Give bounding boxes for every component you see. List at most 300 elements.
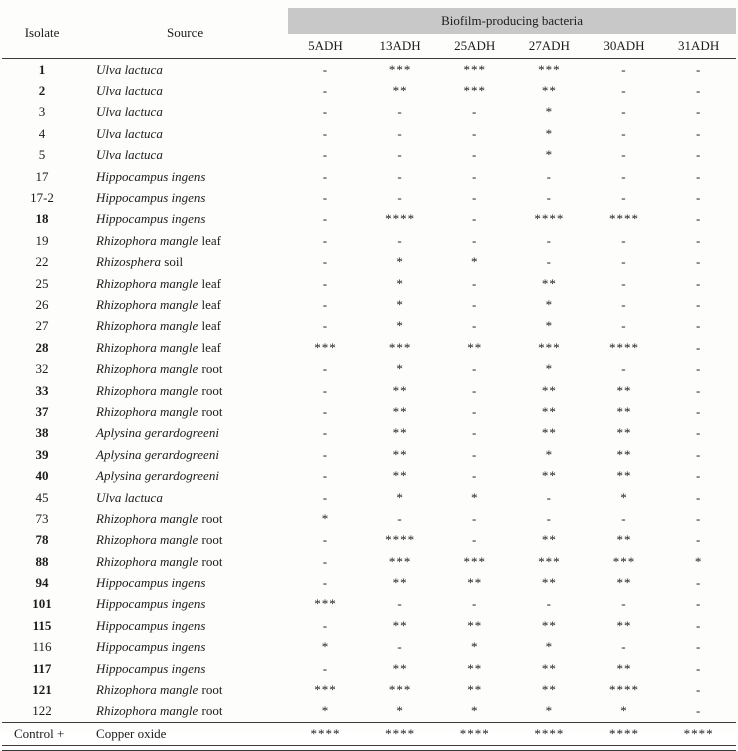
activity-cell: - bbox=[397, 596, 403, 612]
activity-cell: **** bbox=[608, 339, 639, 355]
activity-cell: - bbox=[621, 83, 627, 99]
activity-cell: - bbox=[322, 254, 329, 270]
activity-cell: - bbox=[472, 104, 478, 120]
activity-cell: - bbox=[695, 254, 702, 270]
source-species-name: Rhizophora mangle bbox=[96, 553, 199, 569]
activity-cell: **** bbox=[385, 532, 416, 548]
activity-cell: ** bbox=[467, 682, 483, 698]
activity-cell: - bbox=[695, 61, 702, 77]
activity-cell: - bbox=[695, 617, 702, 633]
source-species-name: Rhizophora mangle bbox=[96, 339, 199, 355]
activity-cell: ** bbox=[541, 425, 557, 441]
activity-cell: *** bbox=[314, 682, 337, 698]
activity-cell: - bbox=[322, 617, 329, 633]
activity-cell: - bbox=[621, 639, 627, 655]
activity-cell: - bbox=[695, 639, 702, 655]
activity-cell: **** bbox=[288, 723, 363, 746]
table-body bbox=[2, 59, 736, 746]
source-species-name: Rhizophora mangle bbox=[96, 275, 199, 291]
activity-cell: - bbox=[472, 532, 478, 548]
source-species-name: Rhizophora mangle bbox=[96, 403, 199, 419]
activity-cell: ** bbox=[392, 660, 408, 676]
table-row bbox=[2, 423, 736, 444]
source-cell bbox=[82, 679, 288, 700]
source-species-name: Ulva lactuca bbox=[96, 489, 163, 505]
source-plain-text: root bbox=[198, 361, 223, 377]
activity-cell: * bbox=[694, 553, 703, 569]
activity-cell: - bbox=[397, 510, 403, 526]
source-plain-text: root bbox=[198, 703, 223, 719]
activity-cell: * bbox=[396, 703, 404, 719]
source-species-name: Hippocampus ingens bbox=[96, 639, 206, 655]
activity-cell: * bbox=[545, 318, 554, 334]
isolate-cell: 17 bbox=[35, 168, 49, 184]
table-row bbox=[2, 294, 736, 315]
activity-cell: * bbox=[396, 275, 404, 291]
activity-cell: - bbox=[695, 318, 702, 334]
activity-cell: * bbox=[396, 296, 404, 312]
activity-cell: - bbox=[695, 339, 702, 355]
source-species-name: Ulva lactuca bbox=[96, 104, 163, 120]
activity-cell: - bbox=[322, 532, 329, 548]
activity-cell: - bbox=[621, 318, 627, 334]
source-cell bbox=[82, 723, 288, 746]
source-cell bbox=[82, 658, 288, 679]
activity-cell: - bbox=[472, 211, 478, 227]
activity-cell: **** bbox=[363, 723, 438, 746]
isolate-cell: 38 bbox=[35, 425, 49, 441]
header-band-row bbox=[2, 8, 736, 34]
activity-cell: - bbox=[322, 489, 329, 505]
source-cell bbox=[82, 145, 288, 166]
source-cell bbox=[82, 166, 288, 187]
isolate-cell: 18 bbox=[35, 211, 49, 227]
table-row bbox=[2, 209, 736, 230]
activity-cell: - bbox=[472, 125, 478, 141]
source-plain-text: root bbox=[198, 403, 223, 419]
isolate-cell: 40 bbox=[35, 468, 49, 484]
activity-cell: - bbox=[472, 275, 478, 291]
activity-cell: - bbox=[322, 425, 329, 441]
isolate-cell: 22 bbox=[35, 254, 49, 270]
activity-cell: - bbox=[397, 104, 403, 120]
source-species-name: Hippocampus ingens bbox=[96, 168, 206, 184]
activity-cell: *** bbox=[463, 553, 486, 569]
activity-cell: *** bbox=[538, 553, 561, 569]
source-cell bbox=[82, 465, 288, 486]
activity-cell: *** bbox=[463, 61, 486, 77]
source-species-name: Aplysina gerardogreeni bbox=[96, 446, 219, 462]
activity-cell: - bbox=[621, 104, 627, 120]
activity-cell: ** bbox=[616, 575, 632, 591]
source-cell bbox=[82, 572, 288, 593]
activity-cell: *** bbox=[612, 553, 636, 569]
activity-cell: - bbox=[695, 190, 702, 206]
activity-cell: - bbox=[322, 553, 329, 569]
isolate-cell: 4 bbox=[38, 125, 46, 141]
source-plain-text: leaf bbox=[198, 318, 221, 334]
activity-cell: ** bbox=[616, 660, 632, 676]
activity-cell: ** bbox=[541, 275, 557, 291]
activity-cell: **** bbox=[437, 723, 512, 746]
source-plain-text: leaf bbox=[198, 296, 221, 312]
activity-cell: ** bbox=[541, 468, 557, 484]
table-row bbox=[2, 187, 736, 208]
activity-cell: **** bbox=[512, 723, 587, 746]
activity-cell: - bbox=[322, 660, 329, 676]
source-plain-text: root bbox=[198, 382, 223, 398]
source-species-name: Rhizophora mangle bbox=[96, 361, 199, 377]
isolate-cell: 117 bbox=[32, 660, 52, 676]
source-cell bbox=[82, 508, 288, 529]
isolate-cell: 3 bbox=[38, 104, 46, 120]
table-row bbox=[2, 252, 736, 273]
table-row bbox=[2, 508, 736, 529]
source-cell bbox=[82, 358, 288, 379]
activity-cell: ** bbox=[616, 425, 632, 441]
activity-cell: - bbox=[322, 211, 329, 227]
activity-cell: ** bbox=[392, 382, 408, 398]
source-cell bbox=[82, 530, 288, 551]
isolate-cell: 37 bbox=[35, 403, 49, 419]
source-species-name: Rhizophora mangle bbox=[96, 703, 199, 719]
isolate-cell: 45 bbox=[35, 489, 49, 505]
source-species-name: Rhizophora mangle bbox=[96, 682, 199, 698]
activity-cell: **** bbox=[608, 211, 639, 227]
activity-cell: *** bbox=[538, 339, 561, 355]
source-species-name: Rhizophora mangle bbox=[96, 318, 199, 334]
activity-cell: - bbox=[621, 596, 627, 612]
table-row bbox=[2, 658, 736, 679]
activity-cell: ** bbox=[616, 403, 632, 419]
activity-cell: - bbox=[397, 125, 403, 141]
source-cell bbox=[82, 337, 288, 358]
source-species-name: Ulva lactuca bbox=[96, 83, 163, 99]
activity-cell: - bbox=[695, 660, 702, 676]
activity-cell: ** bbox=[541, 575, 557, 591]
table-row bbox=[2, 80, 736, 101]
source-species-name: Hippocampus ingens bbox=[96, 211, 206, 227]
source-cell bbox=[82, 187, 288, 208]
activity-cell: * bbox=[620, 489, 628, 505]
activity-cell: - bbox=[695, 703, 702, 719]
source-species-name: Hippocampus ingens bbox=[96, 596, 206, 612]
activity-cell: - bbox=[621, 168, 627, 184]
activity-cell: - bbox=[322, 232, 329, 248]
table-row bbox=[2, 59, 736, 81]
isolate-cell: 19 bbox=[35, 232, 49, 248]
activity-cell: - bbox=[695, 489, 702, 505]
isolate-cell: 26 bbox=[35, 296, 49, 312]
isolate-cell: 17-2 bbox=[30, 190, 54, 206]
source-species-name: Rhizophora mangle bbox=[96, 296, 199, 312]
activity-cell: ** bbox=[616, 446, 632, 462]
source-cell bbox=[82, 594, 288, 615]
activity-cell: *** bbox=[388, 682, 412, 698]
source-cell bbox=[82, 401, 288, 422]
activity-cell: *** bbox=[314, 596, 337, 612]
activity-cell: - bbox=[695, 232, 702, 248]
table-row bbox=[2, 145, 736, 166]
activity-cell: * bbox=[620, 703, 628, 719]
activity-cell: * bbox=[396, 254, 404, 270]
activity-cell: - bbox=[695, 532, 702, 548]
activity-cell: - bbox=[472, 232, 478, 248]
source-cell bbox=[82, 102, 288, 123]
source-column-header: Source bbox=[82, 8, 288, 59]
source-plain-text: soil bbox=[161, 254, 184, 270]
activity-cell: - bbox=[621, 254, 627, 270]
activity-cell: - bbox=[546, 190, 553, 206]
isolate-cell: 73 bbox=[35, 510, 49, 526]
column-header-31adh: 31ADH bbox=[661, 34, 736, 59]
activity-cell: - bbox=[397, 639, 403, 655]
isolate-cell: 32 bbox=[35, 361, 49, 377]
activity-cell: **** bbox=[534, 211, 565, 227]
activity-cell: - bbox=[695, 168, 702, 184]
isolate-cell: 25 bbox=[35, 275, 49, 291]
table-row bbox=[2, 380, 736, 401]
activity-cell: * bbox=[545, 104, 554, 120]
activity-cell: * bbox=[545, 361, 554, 377]
activity-cell: - bbox=[322, 468, 329, 484]
table-row bbox=[2, 615, 736, 636]
activity-cell: * bbox=[545, 147, 554, 163]
activity-cell: - bbox=[695, 211, 702, 227]
activity-cell: - bbox=[695, 682, 702, 698]
source-species-name: Aplysina gerardogreeni bbox=[96, 425, 219, 441]
activity-cell: - bbox=[472, 382, 478, 398]
activity-cell: - bbox=[546, 510, 553, 526]
table-row bbox=[2, 594, 736, 615]
source-cell bbox=[82, 615, 288, 636]
isolate-cell: 122 bbox=[32, 703, 52, 719]
source-cell bbox=[82, 230, 288, 251]
activity-cell: *** bbox=[463, 83, 486, 99]
source-species-name: Ulva lactuca bbox=[96, 147, 163, 163]
source-species-name: Rhizophora mangle bbox=[96, 232, 199, 248]
isolate-column-header: Isolate bbox=[2, 8, 82, 59]
source-plain-text: leaf bbox=[198, 275, 221, 291]
activity-cell: - bbox=[621, 361, 627, 377]
activity-cell: - bbox=[322, 318, 329, 334]
activity-cell: - bbox=[546, 489, 553, 505]
activity-cell: - bbox=[695, 596, 702, 612]
source-plain-text: Copper oxide bbox=[96, 726, 167, 742]
table-row bbox=[2, 102, 736, 123]
activity-cell: - bbox=[472, 190, 478, 206]
isolate-cell: 2 bbox=[38, 83, 46, 99]
activity-cell: - bbox=[546, 168, 553, 184]
isolate-cell: 27 bbox=[35, 318, 49, 334]
activity-cell: - bbox=[695, 575, 702, 591]
isolate-cell: Control + bbox=[2, 723, 82, 746]
column-header-25adh: 25ADH bbox=[437, 34, 512, 59]
table-row bbox=[2, 701, 736, 723]
column-header-13adh: 13ADH bbox=[363, 34, 438, 59]
activity-cell: - bbox=[621, 61, 627, 77]
table-row bbox=[2, 572, 736, 593]
activity-cell: - bbox=[397, 232, 403, 248]
source-cell bbox=[82, 59, 288, 81]
activity-cell: - bbox=[472, 296, 478, 312]
activity-cell: - bbox=[472, 403, 478, 419]
activity-cell: - bbox=[322, 104, 329, 120]
source-cell bbox=[82, 273, 288, 294]
activity-cell: - bbox=[546, 596, 553, 612]
activity-cell: ** bbox=[541, 382, 557, 398]
table-row bbox=[2, 316, 736, 337]
isolate-cell: 33 bbox=[35, 382, 49, 398]
activity-cell: - bbox=[695, 104, 702, 120]
activity-cell: - bbox=[621, 510, 627, 526]
activity-cell: * bbox=[545, 125, 554, 141]
activity-cell: ** bbox=[392, 403, 408, 419]
table-row bbox=[2, 530, 736, 551]
source-plain-text: leaf bbox=[198, 339, 221, 355]
activity-cell: - bbox=[695, 296, 702, 312]
table-row bbox=[2, 123, 736, 144]
control-row bbox=[2, 723, 736, 746]
table-row bbox=[2, 337, 736, 358]
activity-cell: * bbox=[321, 703, 330, 719]
isolate-cell: 78 bbox=[35, 532, 49, 548]
table-row bbox=[2, 465, 736, 486]
activity-cell: **** bbox=[661, 723, 736, 746]
column-header-5adh: 5ADH bbox=[288, 34, 363, 59]
table-row bbox=[2, 358, 736, 379]
source-plain-text: root bbox=[198, 553, 223, 569]
source-species-name: Aplysina gerardogreeni bbox=[96, 468, 219, 484]
activity-cell: - bbox=[322, 296, 329, 312]
table-row bbox=[2, 551, 736, 572]
activity-cell: ** bbox=[616, 382, 632, 398]
activity-cell: - bbox=[621, 296, 627, 312]
activity-cell: - bbox=[397, 190, 403, 206]
activity-cell: *** bbox=[388, 61, 412, 77]
source-plain-text: root bbox=[198, 682, 223, 698]
table-row bbox=[2, 230, 736, 251]
source-species-name: Hippocampus ingens bbox=[96, 617, 206, 633]
activity-cell: * bbox=[545, 639, 554, 655]
isolate-cell: 116 bbox=[32, 639, 52, 655]
activity-cell: *** bbox=[388, 339, 412, 355]
activity-cell: - bbox=[472, 425, 478, 441]
source-species-name: Hippocampus ingens bbox=[96, 575, 206, 591]
activity-cell: - bbox=[322, 61, 329, 77]
source-cell bbox=[82, 294, 288, 315]
activity-cell: - bbox=[472, 318, 478, 334]
biofilm-group-header: Biofilm-producing bacteria bbox=[288, 8, 736, 34]
source-cell bbox=[82, 380, 288, 401]
activity-cell: - bbox=[472, 510, 478, 526]
activity-cell: - bbox=[322, 403, 329, 419]
activity-cell: **** bbox=[385, 211, 416, 227]
activity-cell: * bbox=[470, 703, 479, 719]
activity-cell: ** bbox=[616, 532, 632, 548]
source-species-name: Ulva lactuca bbox=[96, 125, 163, 141]
isolate-cell: 101 bbox=[32, 596, 52, 612]
activity-cell: **** bbox=[608, 682, 639, 698]
activity-cell: - bbox=[695, 510, 702, 526]
activity-cell: - bbox=[397, 168, 403, 184]
activity-cell: ** bbox=[616, 617, 632, 633]
activity-cell: ** bbox=[467, 660, 483, 676]
activity-cell: *** bbox=[314, 339, 337, 355]
activity-cell: ** bbox=[541, 403, 557, 419]
source-cell bbox=[82, 551, 288, 572]
activity-cell: - bbox=[472, 168, 478, 184]
source-species-name: Hippocampus ingens bbox=[96, 190, 206, 206]
table-row bbox=[2, 273, 736, 294]
activity-cell: - bbox=[546, 254, 553, 270]
activity-cell: - bbox=[472, 147, 478, 163]
source-species-name: Rhizophora mangle bbox=[96, 510, 199, 526]
column-header-27adh: 27ADH bbox=[512, 34, 587, 59]
source-cell bbox=[82, 423, 288, 444]
activity-cell: *** bbox=[538, 61, 561, 77]
isolate-cell: 28 bbox=[35, 339, 49, 355]
isolate-cell: 94 bbox=[35, 575, 49, 591]
activity-cell: ** bbox=[541, 617, 557, 633]
activity-cell: ** bbox=[392, 83, 408, 99]
activity-cell: ** bbox=[541, 532, 557, 548]
table-row bbox=[2, 444, 736, 465]
activity-cell: - bbox=[472, 361, 478, 377]
source-plain-text: leaf bbox=[198, 232, 221, 248]
activity-cell: - bbox=[695, 425, 702, 441]
activity-cell: ** bbox=[392, 425, 408, 441]
isolate-cell: 1 bbox=[38, 61, 46, 77]
activity-cell: - bbox=[322, 446, 329, 462]
source-cell bbox=[82, 316, 288, 337]
table-header bbox=[2, 8, 736, 59]
activity-cell: * bbox=[321, 639, 330, 655]
activity-cell: - bbox=[322, 125, 329, 141]
activity-cell: - bbox=[621, 232, 627, 248]
isolate-cell: 88 bbox=[35, 553, 49, 569]
activity-cell: * bbox=[470, 254, 479, 270]
activity-cell: ** bbox=[467, 339, 483, 355]
source-plain-text: root bbox=[198, 510, 223, 526]
activity-cell: ** bbox=[541, 682, 557, 698]
activity-cell: - bbox=[397, 147, 403, 163]
activity-cell: * bbox=[396, 489, 404, 505]
activity-cell: ** bbox=[467, 617, 483, 633]
source-species-name: Rhizophora mangle bbox=[96, 532, 199, 548]
activity-cell: - bbox=[621, 147, 627, 163]
source-cell bbox=[82, 123, 288, 144]
activity-cell: - bbox=[472, 596, 478, 612]
activity-cell: * bbox=[545, 446, 554, 462]
activity-cell: - bbox=[695, 446, 702, 462]
source-cell bbox=[82, 252, 288, 273]
source-cell bbox=[82, 444, 288, 465]
table-row bbox=[2, 679, 736, 700]
activity-cell: - bbox=[621, 125, 627, 141]
source-cell bbox=[82, 701, 288, 723]
activity-cell: ** bbox=[541, 83, 557, 99]
activity-cell: *** bbox=[388, 553, 412, 569]
activity-cell: * bbox=[396, 318, 404, 334]
activity-cell: * bbox=[545, 703, 554, 719]
activity-cell: ** bbox=[392, 617, 408, 633]
source-species-name: Rhizophora mangle bbox=[96, 382, 199, 398]
activity-cell: - bbox=[472, 446, 478, 462]
activity-cell: - bbox=[472, 468, 478, 484]
table-row bbox=[2, 166, 736, 187]
activity-cell: ** bbox=[616, 468, 632, 484]
